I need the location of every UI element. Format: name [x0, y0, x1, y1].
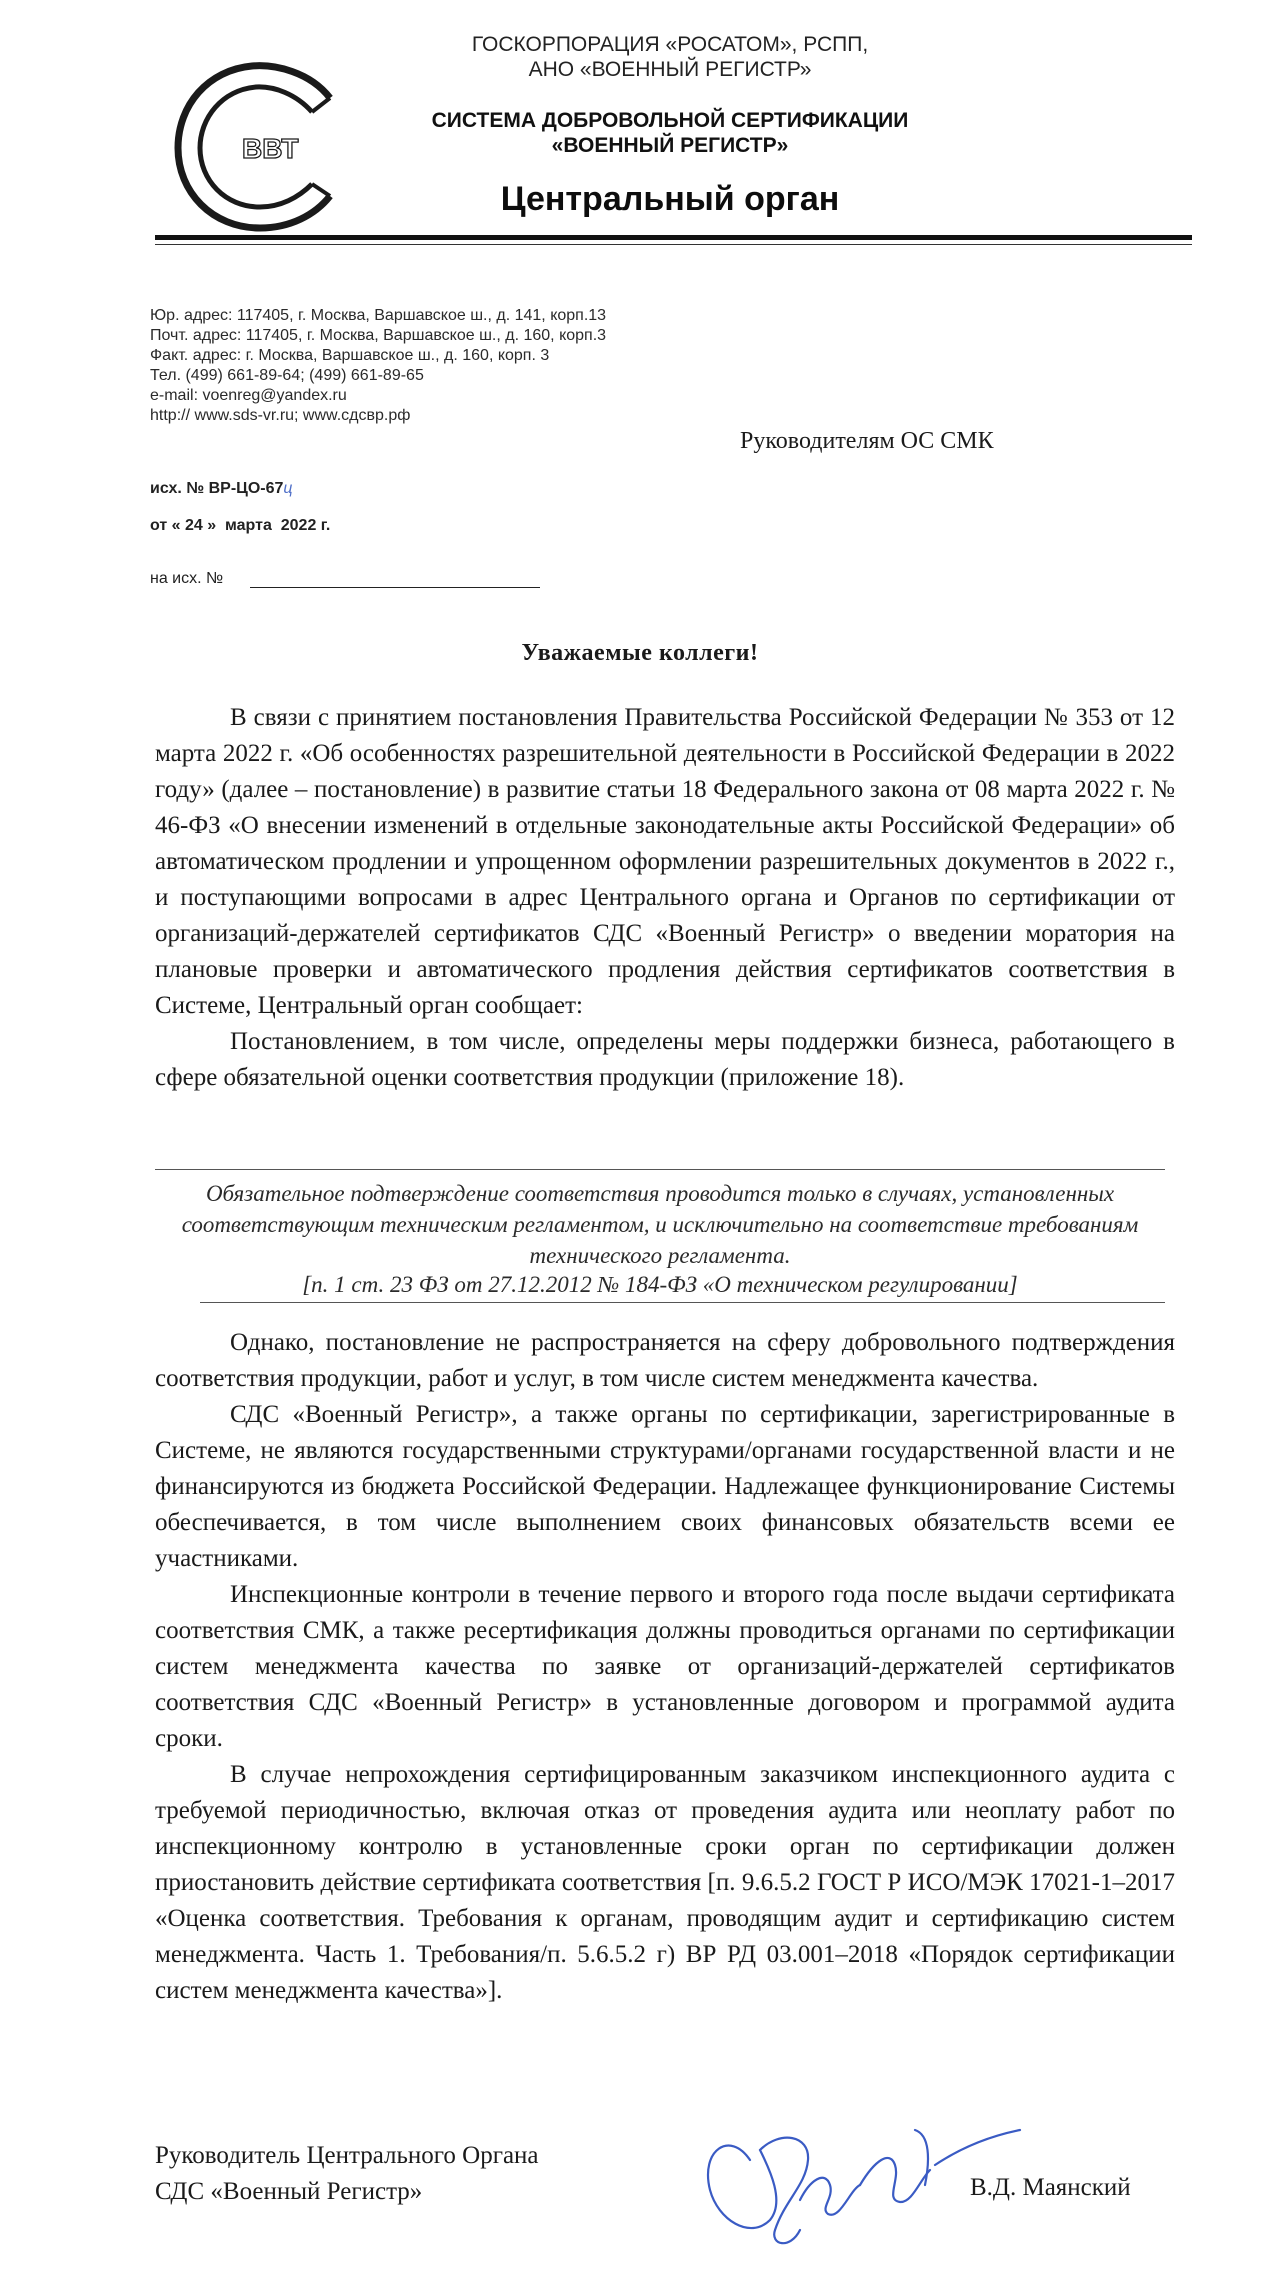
paragraph: В связи с принятием постановления Правительства Российской Федерации № 353 от 12 марта 2022 г. «Об особенностях разрешительной деятельности в Российской Федерации в 2022 году» (далее – постановление) в развитие статьи 18 Федерального закона от 08 марта 2022 г. № 46-ФЗ «О внесении изменений в отдельные законодательные акты Российской Федерации» об автоматическом продлении и упрощенном оформлении разрешительных документов в 2022 г., и поступающими вопросами в адрес Центрального органа и Органов по сертификации от организаций-держателей сертификатов СДС «Военный Регистр» о введении моратория на плановые проверки и автоматического продления действия сертификатов соответствия в Системе, Центральный орган сообщает: — [155, 704, 1175, 1019]
recipient: Руководителям ОС СМК — [740, 428, 994, 454]
paragraph: Постановлением, в том числе, определены меры поддержки бизнеса, работающего в сфере обязательной оценки соответствия продукции (приложение 18). — [155, 1028, 1175, 1091]
header-rule-thick — [155, 235, 1192, 240]
reference-number-label: на исх. № — [150, 570, 224, 587]
logo-text: ВВТ — [242, 133, 299, 164]
signatory-name: В.Д. Маянский — [970, 2174, 1131, 2201]
actual-address: Факт. адрес: г. Москва, Варшавское ш., д. 160, корп. 3 — [150, 347, 550, 364]
outgoing-date: от « 24 » марта 2022 г. — [150, 517, 331, 534]
system-name-line-2: «ВОЕННЫЙ РЕГИСТР» — [551, 134, 789, 157]
outgoing-number-label: исх. № ВР-ЦО-67 — [150, 480, 284, 497]
email: e-mail: voenreg@yandex.ru — [150, 387, 347, 404]
quote-source: [п. 1 ст. 23 ФЗ от 27.12.2012 № 184-ФЗ «О техническом регулировании] — [302, 1272, 1018, 1297]
outgoing-number-handwritten: ц — [283, 480, 293, 497]
system-name-block — [400, 108, 940, 158]
central-body-title: Центральный орган — [500, 180, 840, 218]
founders-block — [400, 32, 940, 82]
signatory-position-line-1: Руководитель Центрального Органа — [155, 2142, 539, 2169]
postal-address: Почт. адрес: 117405, г. Москва, Варшавское ш., д. 160, корп.3 — [150, 327, 607, 344]
paragraph: В случае непрохождения сертифицированным заказчиком инспекционного аудита с требуемой периодичностью, включая отказ от проведения аудита или неоплату работ по инспекционному контролю в установленные сроки орган по сертификации должен приостановить действие сертификата соответствия [п. 9.6.5.2 ГОСТ Р ИСО/МЭК 17021-1–2017 «Оценка соответствия. Требования к органам, проводящим аудит и сертификацию систем менеджмента. Часть 1. Требования/п. 5.6.5.2 г) ВР РД 03.001–2018 «Порядок сертификации систем менеджмента качества»]. — [155, 1761, 1175, 2004]
founders-line-2: АНО «ВОЕННЫЙ РЕГИСТР» — [528, 58, 812, 81]
quote-rule-top — [155, 1169, 1165, 1170]
signatory-position — [155, 2138, 539, 2210]
body-after-quote — [155, 1325, 1175, 2009]
founders-line-1: ГОСКОРПОРАЦИЯ «РОСАТОМ», РСПП, — [471, 33, 869, 56]
header-rule-thin — [155, 244, 1192, 245]
reference-number-line — [250, 587, 540, 588]
quote-text: Обязательное подтверждение соответствия проводится только в случаях, установленных соответствующим техническим регламентом, и исключительно на соответствие требованиям технического регламента. — [181, 1181, 1139, 1268]
quote-rule-bottom — [200, 1302, 1165, 1303]
paragraph: СДС «Военный Регистр», а также органы по сертификации, зарегистрированные в Системе, не являются государственными структурами/органами государственной власти и не финансируются из бюджета Российской Федерации. Надлежащее функционирование Системы обеспечивается, в том числе выполнением своих финансовых обязательств всеми ее участниками. — [155, 1401, 1175, 1572]
phone: Тел. (499) 661-89-64; (499) 661-89-65 — [150, 367, 424, 384]
outgoing-number — [150, 480, 293, 498]
paragraph: Инспекционные контроли в течение первого и второго года после выдачи сертификата соответствия СМК, а также ресертификация должны проводиться органами по сертификации систем менеджмента качества по заявке от организаций-держателей сертификатов соответствия СДС «Военный Регистр» в установленные договором и программой аудита сроки. — [155, 1581, 1175, 1752]
legal-address: Юр. адрес: 117405, г. Москва, Варшавское ш., д. 141, корп.13 — [150, 307, 607, 324]
system-name-line-1: СИСТЕМА ДОБРОВОЛЬНОЙ СЕРТИФИКАЦИИ — [431, 109, 909, 132]
body-before-quote — [155, 700, 1175, 1096]
organization-logo — [170, 60, 355, 235]
website: http:// www.sds-vr.ru; www.сдсвр.рф — [150, 407, 411, 424]
paragraph: Однако, постановление не распространяется на сферу добровольного подтверждения соответствия продукции, работ и услуг, в том числе систем менеджмента качества. — [155, 1329, 1175, 1392]
signatory-position-line-2: СДС «Военный Регистр» — [155, 2178, 423, 2205]
address-block — [150, 306, 606, 426]
greeting: Уважаемые коллеги! — [521, 640, 759, 666]
